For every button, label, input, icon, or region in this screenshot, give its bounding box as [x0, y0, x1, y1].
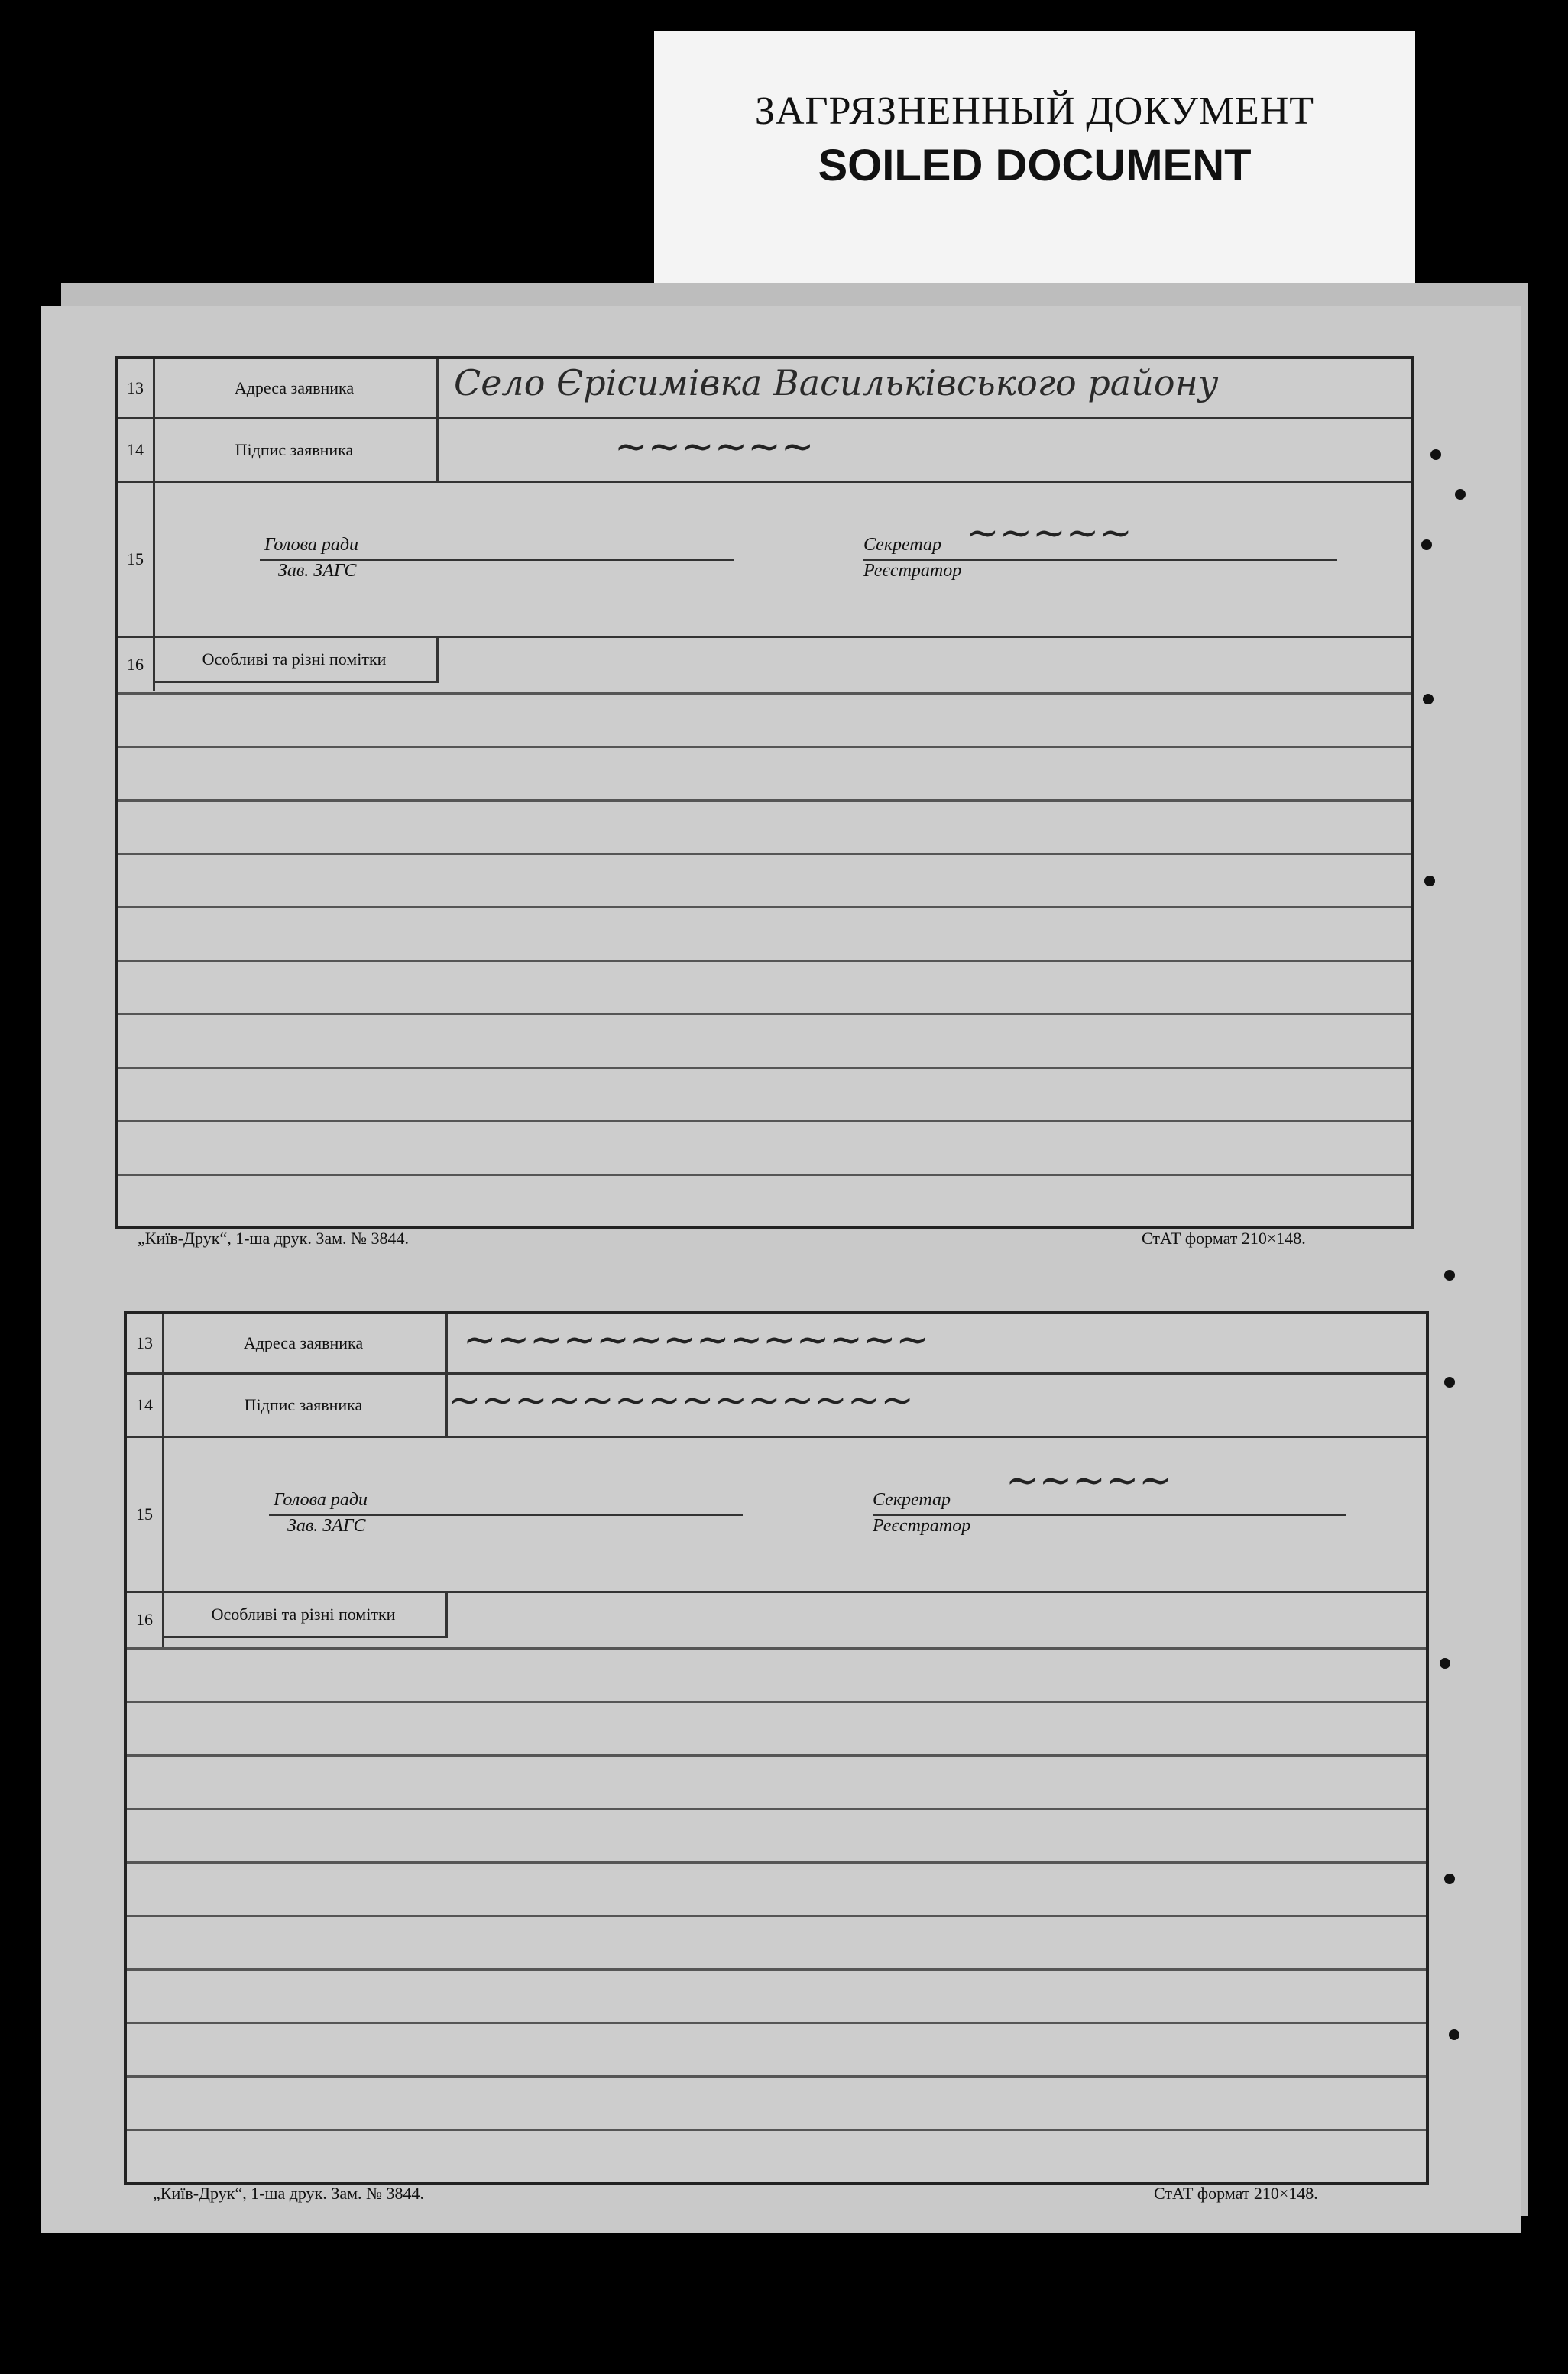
row-14 [118, 419, 1411, 483]
ruled-line [118, 853, 1411, 855]
ruled-line [127, 1647, 1426, 1650]
document-page [41, 306, 1521, 2233]
binding-hole [1444, 1270, 1455, 1281]
binding-hole [1444, 1377, 1455, 1388]
ruled-line [118, 1067, 1411, 1069]
ruled-line [118, 1120, 1411, 1122]
footer-right: СтАТ формат 210×148. [1142, 1229, 1306, 1248]
ruled-line [127, 1808, 1426, 1810]
ruled-line [127, 1968, 1426, 1971]
row-number: 15 [127, 1438, 164, 1591]
binding-hole [1430, 449, 1441, 460]
row-number: 16 [127, 1593, 164, 1647]
head-sub-label: Зав. ЗАГС [278, 561, 357, 581]
row-13 [127, 1314, 1426, 1375]
ruled-line [118, 1013, 1411, 1015]
head-label: Голова ради [274, 1490, 368, 1510]
row-number: 15 [118, 483, 155, 636]
ruled-line [118, 746, 1411, 748]
ruled-line [118, 692, 1411, 695]
binding-hole [1455, 489, 1466, 500]
binding-hole [1423, 694, 1434, 704]
ruled-line [127, 1861, 1426, 1864]
ruled-line [118, 906, 1411, 908]
row-number: 14 [127, 1375, 164, 1436]
secretary-signature: ~~~~~ [966, 510, 1132, 556]
ruled-line [127, 1915, 1426, 1917]
applicant-signature: ~~~~~~ [614, 424, 815, 470]
binding-hole [1421, 539, 1432, 550]
footer-right: СтАТ формат 210×148. [1154, 2184, 1318, 2203]
row-number: 13 [118, 359, 155, 417]
registrar-label: Реєстратор [873, 1516, 971, 1536]
soiled-document-label [654, 31, 1415, 295]
head-sub-label: Зав. ЗАГС [287, 1516, 366, 1536]
row-13 [118, 359, 1411, 419]
footer-left: „Київ-Друк“, 1-ша друк. Зам. № 3844. [138, 1229, 410, 1248]
secretary-signature: ~~~~~ [1006, 1458, 1172, 1504]
row-14 [127, 1375, 1426, 1438]
ruled-line [118, 1174, 1411, 1176]
row-number: 16 [118, 638, 155, 691]
row-15 [118, 483, 1411, 638]
handwritten-address: ~~~~~~~~~~~~~~ [463, 1317, 929, 1363]
handwritten-address: Село Єрісимівка Васильківського району [454, 362, 1219, 403]
row-label: Адреса заявника [153, 359, 439, 417]
ruled-line [127, 2075, 1426, 2078]
ruled-line [127, 1701, 1426, 1703]
label-english: SOILED DOCUMENT [818, 141, 1252, 190]
footer-left: „Київ-Друк“, 1-ша друк. Зам. № 3844. [153, 2184, 425, 2203]
row-label: Адреса заявника [162, 1314, 448, 1372]
ruled-line [127, 2022, 1426, 2024]
row-16 [118, 638, 1411, 691]
binding-hole [1444, 1874, 1455, 1884]
ruled-line [118, 960, 1411, 962]
row-16 [127, 1593, 1426, 1647]
secretary-label: Секретар [863, 535, 942, 555]
row-label: Підпис заявника [162, 1375, 448, 1436]
binding-hole [1440, 1658, 1450, 1669]
form-top [115, 356, 1414, 1229]
row-number: 14 [118, 419, 155, 481]
row-label: Особливі та різні помітки [153, 638, 439, 683]
row-label: Підпис заявника [153, 419, 439, 481]
binding-hole [1449, 2029, 1459, 2040]
row-15 [127, 1438, 1426, 1593]
label-russian: ЗАГРЯЗНЕННЫЙ ДОКУМЕНТ [754, 89, 1315, 133]
ruled-line [127, 1754, 1426, 1757]
ruled-line [127, 2129, 1426, 2131]
binding-hole [1424, 876, 1435, 886]
ruled-line [118, 799, 1411, 802]
registrar-label: Реєстратор [863, 561, 962, 581]
row-number: 13 [127, 1314, 164, 1372]
form-bottom [124, 1311, 1429, 2185]
row-label: Особливі та різні помітки [162, 1593, 448, 1638]
secretary-label: Секретар [873, 1490, 951, 1510]
applicant-signature: ~~~~~~~~~~~~~~ [448, 1378, 914, 1423]
head-label: Голова ради [264, 535, 358, 555]
